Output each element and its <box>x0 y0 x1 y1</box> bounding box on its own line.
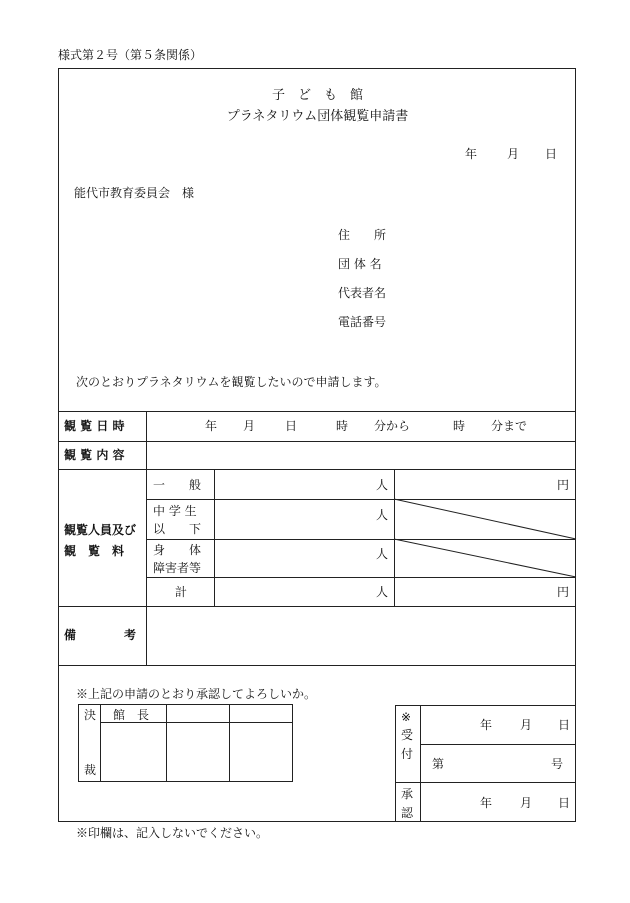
datetime-year: 年 <box>205 419 218 433</box>
label-column-line <box>146 411 147 665</box>
datetime-from: 分から <box>374 419 411 433</box>
datetime-day: 日 <box>285 419 298 433</box>
stamp-box-header-line <box>100 722 293 723</box>
row-line-remarks <box>58 665 576 666</box>
date-year-label: 年 <box>465 147 478 161</box>
address-label: 住 所 <box>338 228 387 242</box>
form-number: 様式第２号（第５条関係） <box>58 48 203 62</box>
reception-box-mid <box>420 744 576 745</box>
footer-note: ※印欄は、記入しないでください。 <box>76 826 269 840</box>
fee-cell-diagonal-junior <box>394 499 576 539</box>
group-name-label: 団 体 名 <box>338 257 382 271</box>
datetime-label: 観 覧 日 時 <box>64 419 125 433</box>
representative-label: 代表者名 <box>338 286 387 300</box>
fee-cell-diagonal-disabled <box>394 539 576 577</box>
stamp-box-right <box>292 704 293 782</box>
stamp-box-divider-2 <box>166 704 167 782</box>
category-column-line <box>214 469 215 606</box>
category-total-unit: 人 <box>376 585 389 599</box>
category-junior-label-line2: 以 下 <box>153 522 202 536</box>
reception-label-2: 付 <box>401 747 414 761</box>
row-line-disabled <box>147 577 576 578</box>
stamp-box-bottom <box>78 781 293 782</box>
category-total-fee: 円 <box>557 585 570 599</box>
content-label: 観 覧 内 容 <box>64 448 125 462</box>
reception-month: 月 <box>520 718 533 732</box>
intro-text: 次のとおりプラネタリウムを観覧したいので申請します。 <box>76 375 387 389</box>
form-title-line2: プラネタリウム団体観覧申請書 <box>226 109 409 124</box>
phone-label: 電話番号 <box>338 315 387 329</box>
decision-label-top: 決 <box>84 708 97 722</box>
reception-box-label-divider <box>420 705 421 822</box>
table-top-line <box>58 411 576 412</box>
row-line-content <box>58 469 576 470</box>
addressee: 能代市教育委員会 様 <box>74 186 195 200</box>
decision-label-bottom: 裁 <box>84 763 97 777</box>
remarks-label: 備 考 <box>64 628 137 642</box>
category-junior-unit: 人 <box>376 508 389 522</box>
stamp-box-divider-3 <box>229 704 230 782</box>
stamp-box-left <box>78 704 79 782</box>
category-general-fee: 円 <box>557 478 570 492</box>
datetime-hour2: 時 <box>453 419 466 433</box>
datetime-hour: 時 <box>336 419 349 433</box>
datetime-until: 分まで <box>491 419 528 433</box>
reception-day: 日 <box>558 718 571 732</box>
approval-note: ※上記の申請のとおり承認してよろしいか。 <box>76 687 317 701</box>
number-suffix: 号 <box>551 757 564 771</box>
visitors-label-line2: 観 覧 料 <box>64 544 125 558</box>
approve-month: 月 <box>520 796 533 810</box>
category-disabled-label-line1: 身 体 <box>153 543 202 557</box>
reception-box-top <box>395 705 576 706</box>
approve-label-2: 認 <box>401 806 414 820</box>
category-disabled-label-line2: 障害者等 <box>153 561 202 575</box>
row-line-datetime <box>58 441 576 442</box>
visitors-label-line1: 観覧人員及び <box>64 523 137 537</box>
datetime-month: 月 <box>243 419 256 433</box>
date-day-label: 日 <box>545 147 558 161</box>
reception-box-left <box>395 705 396 822</box>
category-general-unit: 人 <box>376 478 389 492</box>
category-total-label: 計 <box>175 585 188 599</box>
director-label: 館 長 <box>113 708 150 722</box>
category-disabled-unit: 人 <box>376 547 389 561</box>
reception-year: 年 <box>480 718 493 732</box>
row-line-visitors <box>58 606 576 607</box>
reception-mark: ※ <box>401 710 412 724</box>
stamp-box-top <box>78 704 293 705</box>
stamp-box-divider-1 <box>100 704 101 782</box>
approve-year: 年 <box>480 796 493 810</box>
category-general-label: 一 般 <box>153 478 202 492</box>
approve-day: 日 <box>558 796 571 810</box>
form-title-line1: 子 ど も 館 <box>271 88 363 103</box>
number-prefix: 第 <box>432 757 445 771</box>
date-month-label: 月 <box>507 147 520 161</box>
approve-label-1: 承 <box>401 787 414 801</box>
reception-label-1: 受 <box>401 728 414 742</box>
category-junior-label-line1: 中 学 生 <box>153 504 197 518</box>
reception-box-sep <box>395 782 576 783</box>
